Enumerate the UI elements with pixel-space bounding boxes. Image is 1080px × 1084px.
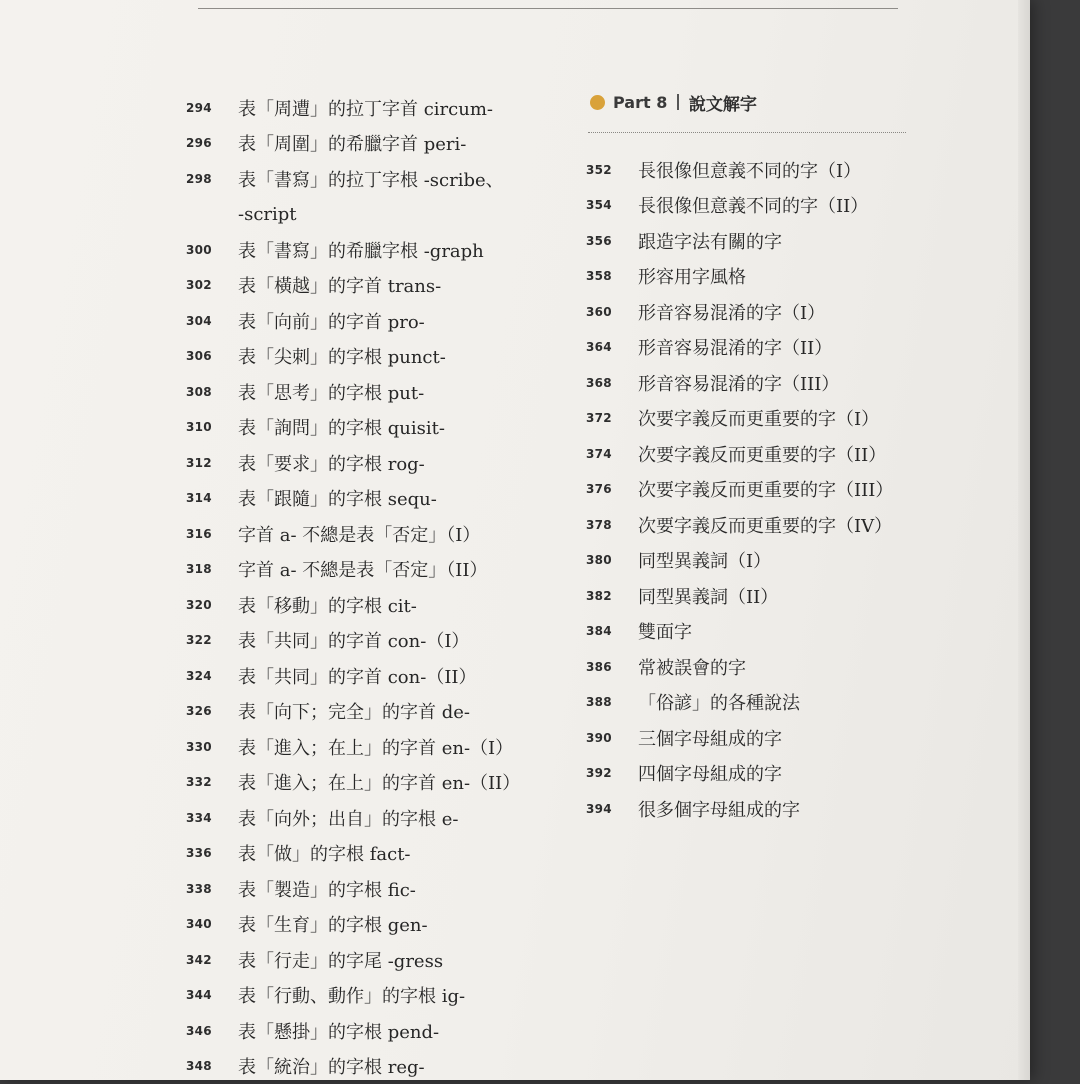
entry-title: 表「做」的字根 fact- <box>238 840 411 866</box>
page-number: 340 <box>186 917 238 931</box>
toc-entry <box>586 294 966 330</box>
page-number: 348 <box>186 1059 238 1073</box>
entry-title: 表「詢問」的字根 quisit- <box>238 414 445 440</box>
toc-entry <box>186 658 576 694</box>
entry-title: 表「尖刺」的字根 punct- <box>238 343 446 369</box>
toc-entry <box>186 126 576 162</box>
part-label: Part 8 <box>613 93 667 112</box>
entry-title: 字首 a- 不總是表「否定」（I） <box>238 521 480 547</box>
entry-title: 表「行動、動作」的字根 ig- <box>238 982 465 1008</box>
entry-title: 次要字義反而更重要的字（IV） <box>638 512 892 538</box>
entry-title: 表「製造」的字根 fic- <box>238 876 416 902</box>
toc-entry <box>186 871 576 907</box>
entry-title: 形音容易混淆的字（I） <box>638 299 825 325</box>
page-number: 344 <box>186 988 238 1002</box>
toc-entry <box>586 152 966 188</box>
entry-title: 三個字母組成的字 <box>638 725 782 751</box>
page-number: 376 <box>586 482 638 496</box>
entry-title: 表「向外；出自」的字根 e- <box>238 805 458 831</box>
page-number: 368 <box>586 376 638 390</box>
toc-entry <box>186 694 576 730</box>
entry-title: -script <box>238 204 297 225</box>
entry-title: 表「書寫」的拉丁字根 -scribe、 <box>238 166 504 192</box>
toc-entry <box>186 800 576 836</box>
page-number: 378 <box>586 518 638 532</box>
entry-title: 次要字義反而更重要的字（III） <box>638 476 893 502</box>
toc-entry <box>186 836 576 872</box>
page-edge <box>1018 0 1030 1080</box>
page-number: 372 <box>586 411 638 425</box>
page-number: 394 <box>586 802 638 816</box>
page-number: 382 <box>586 589 638 603</box>
toc-entry <box>586 259 966 295</box>
toc-right-column <box>586 152 966 827</box>
entry-title: 表「懸掛」的字根 pend- <box>238 1018 439 1044</box>
part-bullet-icon <box>590 95 605 110</box>
toc-entry <box>186 729 576 765</box>
toc-entry <box>186 942 576 978</box>
toc-entry <box>586 188 966 224</box>
entry-title: 表「思考」的字根 put- <box>238 379 424 405</box>
toc-entry <box>186 268 576 304</box>
toc-entry <box>186 445 576 481</box>
entry-title: 很多個字母組成的字 <box>638 796 800 822</box>
entry-title: 次要字義反而更重要的字（II） <box>638 441 886 467</box>
entry-title: 表「跟隨」的字根 sequ- <box>238 485 437 511</box>
toc-entry <box>186 161 576 197</box>
toc-entry <box>186 587 576 623</box>
page-number: 356 <box>586 234 638 248</box>
entry-title: 四個字母組成的字 <box>638 760 782 786</box>
page-number: 326 <box>186 704 238 718</box>
toc-entry <box>186 978 576 1014</box>
page-number: 296 <box>186 136 238 150</box>
page-number: 364 <box>586 340 638 354</box>
page-number: 386 <box>586 660 638 674</box>
entry-title: 跟造字法有關的字 <box>638 228 782 254</box>
page-number: 312 <box>186 456 238 470</box>
page-number: 334 <box>186 811 238 825</box>
entry-title: 表「統治」的字根 reg- <box>238 1053 425 1079</box>
toc-entry <box>186 765 576 801</box>
entry-title: 長很像但意義不同的字（I） <box>638 157 861 183</box>
entry-title: 「俗諺」的各種說法 <box>638 689 800 715</box>
entry-title: 表「周遭」的拉丁字首 circum- <box>238 95 493 121</box>
page-number: 294 <box>186 101 238 115</box>
top-rule <box>198 8 898 9</box>
entry-title: 字首 a- 不總是表「否定」（II） <box>238 556 487 582</box>
entry-title: 表「共同」的字首 con-（I） <box>238 627 469 653</box>
toc-entry <box>186 481 576 517</box>
page-number: 354 <box>586 198 638 212</box>
entry-title: 表「向下；完全」的字首 de- <box>238 698 470 724</box>
toc-entry <box>586 756 966 792</box>
part-header <box>590 88 757 116</box>
toc-entry <box>586 401 966 437</box>
page-number: 330 <box>186 740 238 754</box>
entry-title: 表「要求」的字根 rog- <box>238 450 425 476</box>
entry-title: 同型異義詞（II） <box>638 583 778 609</box>
toc-entry <box>586 436 966 472</box>
entry-title: 表「生育」的字根 gen- <box>238 911 428 937</box>
page-number: 302 <box>186 278 238 292</box>
toc-entry <box>586 685 966 721</box>
page-number: 384 <box>586 624 638 638</box>
toc-entry <box>586 330 966 366</box>
page-number: 390 <box>586 731 638 745</box>
page-number: 320 <box>186 598 238 612</box>
toc-entry <box>186 197 576 233</box>
entry-title: 表「向前」的字首 pro- <box>238 308 425 334</box>
toc-entry <box>586 791 966 827</box>
toc-entry <box>186 232 576 268</box>
entry-title: 形音容易混淆的字（II） <box>638 334 832 360</box>
page-number: 308 <box>186 385 238 399</box>
page-number: 352 <box>586 163 638 177</box>
page-number: 332 <box>186 775 238 789</box>
page-number: 318 <box>186 562 238 576</box>
toc-entry <box>186 410 576 446</box>
toc-left-column <box>186 90 576 1084</box>
page-number: 392 <box>586 766 638 780</box>
entry-title: 常被誤會的字 <box>638 654 746 680</box>
page-number: 346 <box>186 1024 238 1038</box>
entry-title: 表「進入；在上」的字首 en-（II） <box>238 769 520 795</box>
entry-title: 表「進入；在上」的字首 en-（I） <box>238 734 513 760</box>
toc-entry <box>186 374 576 410</box>
toc-entry <box>186 339 576 375</box>
page-number: 338 <box>186 882 238 896</box>
toc-entry <box>586 365 966 401</box>
toc-entry <box>186 1013 576 1049</box>
entry-title: 表「行走」的字尾 -gress <box>238 947 443 973</box>
entry-title: 形容用字風格 <box>638 263 746 289</box>
toc-entry <box>586 614 966 650</box>
entry-title: 形音容易混淆的字（III） <box>638 370 839 396</box>
page-number: 380 <box>586 553 638 567</box>
page-number: 298 <box>186 172 238 186</box>
toc-entry <box>586 223 966 259</box>
page-number: 304 <box>186 314 238 328</box>
entry-title: 表「書寫」的希臘字根 -graph <box>238 237 484 263</box>
page-number: 388 <box>586 695 638 709</box>
toc-entry <box>586 649 966 685</box>
page-number: 300 <box>186 243 238 257</box>
page-number: 324 <box>186 669 238 683</box>
page-number: 314 <box>186 491 238 505</box>
entry-title: 表「周圍」的希臘字首 peri- <box>238 130 466 156</box>
part-separator <box>677 94 679 110</box>
toc-entry <box>186 907 576 943</box>
page-number: 374 <box>586 447 638 461</box>
entry-title: 次要字義反而更重要的字（I） <box>638 405 879 431</box>
toc-entry <box>186 303 576 339</box>
entry-title: 長很像但意義不同的字（II） <box>638 192 868 218</box>
entry-title: 同型異義詞（I） <box>638 547 771 573</box>
page-number: 358 <box>586 269 638 283</box>
entry-title: 表「橫越」的字首 trans- <box>238 272 441 298</box>
page-number: 360 <box>586 305 638 319</box>
page-number: 316 <box>186 527 238 541</box>
toc-entry <box>186 552 576 588</box>
entry-title: 表「共同」的字首 con-（II） <box>238 663 477 689</box>
entry-title: 表「移動」的字根 cit- <box>238 592 417 618</box>
page-number: 322 <box>186 633 238 647</box>
page-number: 342 <box>186 953 238 967</box>
toc-entry <box>586 472 966 508</box>
page-number: 306 <box>186 349 238 363</box>
toc-entry <box>186 623 576 659</box>
toc-entry <box>586 720 966 756</box>
toc-entry <box>586 507 966 543</box>
part-title: 說文解字 <box>689 90 757 115</box>
toc-entry <box>186 516 576 552</box>
dotted-divider <box>588 132 906 133</box>
toc-entry <box>586 543 966 579</box>
page-number: 336 <box>186 846 238 860</box>
page-number: 310 <box>186 420 238 434</box>
toc-entry <box>586 578 966 614</box>
entry-title: 雙面字 <box>638 618 692 644</box>
toc-entry <box>186 1049 576 1084</box>
toc-entry <box>186 90 576 126</box>
